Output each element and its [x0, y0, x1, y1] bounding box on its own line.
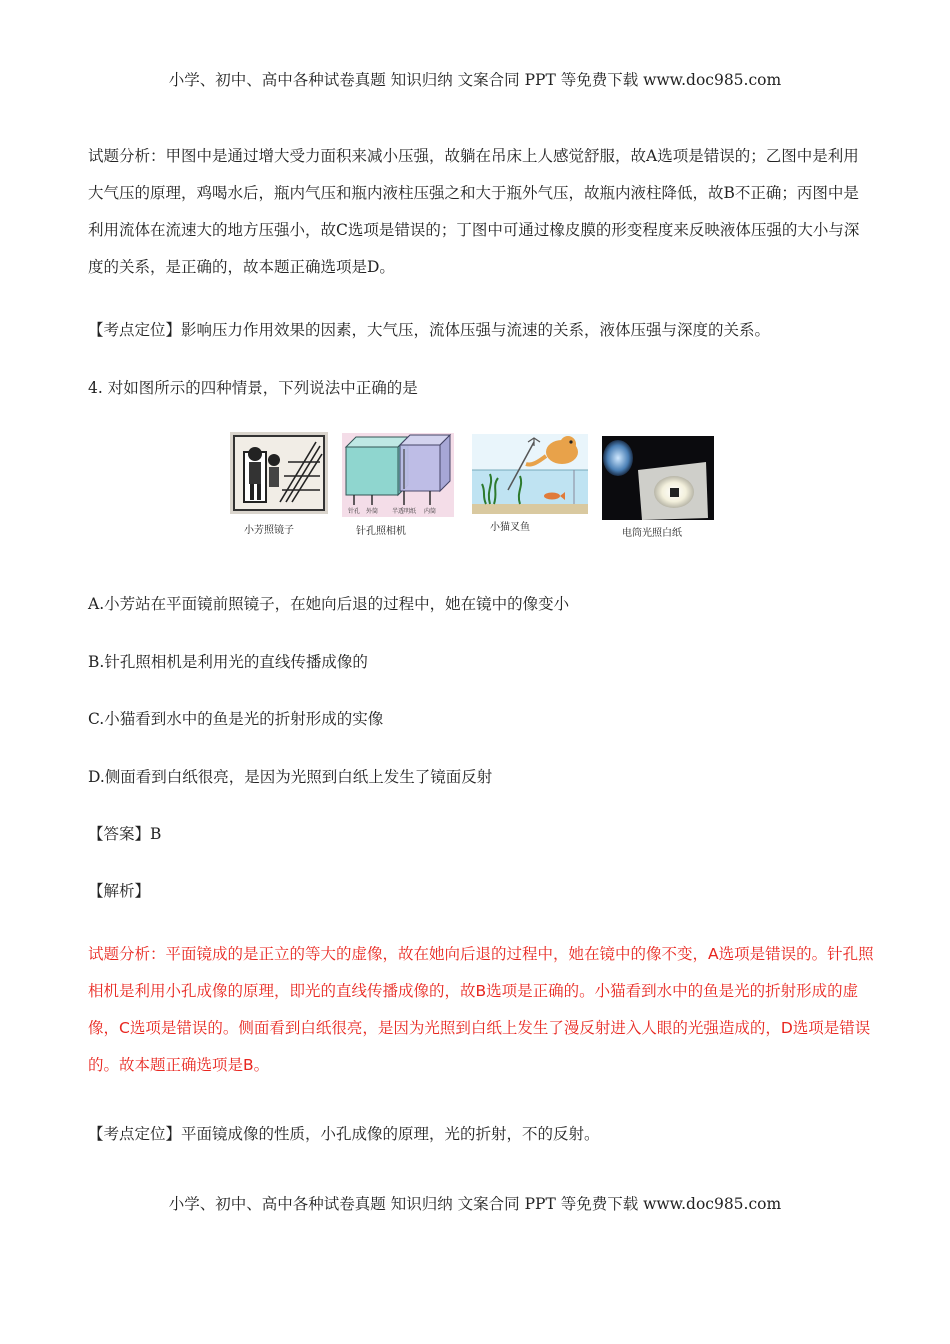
label-inner-tube: 内筒 — [424, 508, 437, 515]
option-a: A.小芳站在平面镜前照镜子，在她向后退的过程中，她在镜中的像变小 — [88, 595, 570, 613]
previous-analysis: 试题分析：甲图中是通过增大受力面积来减小压强，故躺在吊床上人感觉舒服，故A选项是错误的；乙图中是利用大气压的原理，鸡喝水后，瓶内气压和瓶内液柱压强之和大于瓶外气压，故瓶内液柱降低，故B不正确；丙图中是利用流体在流速大的地方压强小，故C选项是错误的；丁图中可通过橡皮膜的形变程度来反映液体压强的大小与深度的关系，是正确的，故本题正确选项是D。 — [88, 147, 860, 276]
analysis-text: 试题分析：平面镜成的是正立的等大的虚像，故在她向后退的过程中，她在镜中的像不变，A选项是错误的。针孔照相机是利用小孔成像的原理，即光的直线传播成像的，故B选项是正确的。小猫看到水中的鱼是光的折射形成的虚像，C选项是错误的。侧面看到白纸很亮，是因为光照到白纸上发生了漫反射进入人眼的光强造成的，D选项是错误的。故本题正确选项是B。 — [88, 945, 874, 1074]
option-d: D.侧面看到白纸很亮，是因为光照到白纸上发生了镜面反射 — [88, 768, 493, 786]
label-pinhole: 针孔 — [348, 508, 361, 515]
analysis-heading: 【解析】 — [88, 882, 151, 900]
fig1-caption: 小芳照镜子 — [244, 525, 294, 536]
flashlight-paper-figure — [602, 436, 714, 520]
option-c: C.小猫看到水中的鱼是光的折射形成的实像 — [88, 710, 384, 728]
label-outer-tube: 外筒 — [366, 508, 379, 515]
previous-key-points: 【考点定位】影响压力作用效果的因素，大气压，流体压强与流速的关系，液体压强与深度的关系。 — [88, 321, 771, 339]
question-stem: 4. 对如图所示的四种情景，下列说法中正确的是 — [88, 379, 418, 397]
pinhole-camera-figure — [342, 433, 454, 517]
cat-fishing-figure — [472, 434, 588, 514]
question-figures — [230, 432, 720, 540]
option-b: B.针孔照相机是利用光的直线传播成像的 — [88, 653, 368, 671]
fig3-caption: 小猫叉鱼 — [490, 522, 530, 533]
answer: 【答案】B — [88, 825, 162, 843]
fig2-caption: 针孔照相机 — [356, 526, 406, 537]
label-translucent-paper: 半透明纸 — [392, 508, 417, 515]
fig4-caption: 电筒光照白纸 — [622, 528, 682, 539]
key-points: 【考点定位】平面镜成像的性质，小孔成像的原理，光的折射，不的反射。 — [88, 1125, 600, 1143]
page-footer: 小学、初中、高中各种试卷真题 知识归纳 文案合同 PPT 等免费下载 www.doc985.com — [168, 1195, 782, 1213]
page-header: 小学、初中、高中各种试卷真题 知识归纳 文案合同 PPT 等免费下载 www.doc985.com — [168, 71, 782, 89]
mirror-figure — [230, 432, 328, 514]
